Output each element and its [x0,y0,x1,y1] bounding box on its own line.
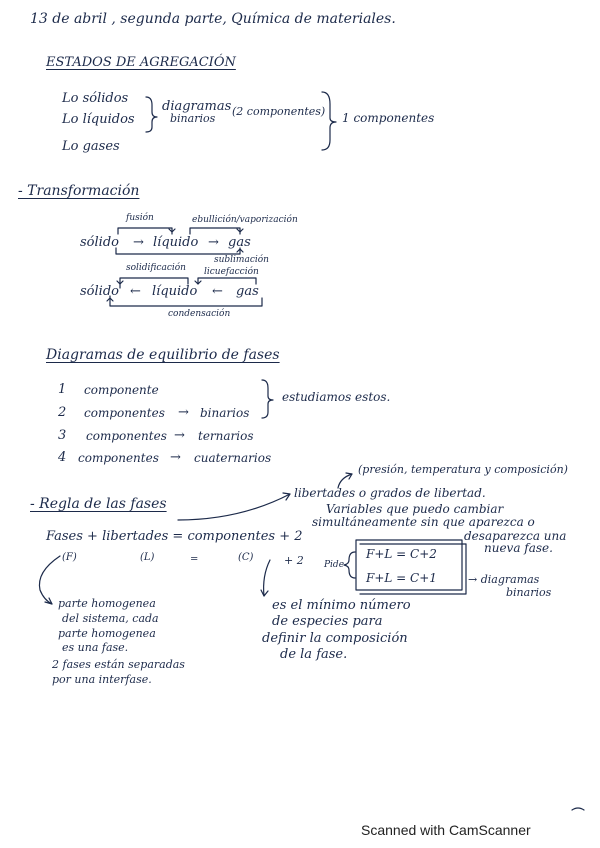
date-line: 13 de abril , segunda parte, Química de materiales. [30,11,396,27]
fase-def-3: parte homogenea [58,627,156,640]
diag-row-1-label: componente [84,383,159,397]
regla-libertades-5: nueva fase. [484,541,553,555]
regla-presion: (presión, temperatura y composición) [358,463,568,476]
regla-libertades-3: simultáneamente sin que aparezca o [312,515,535,529]
diag-row-2-label: componentes [84,406,165,420]
label-condensacion: condensación [168,309,231,319]
comp-def-4: de la fase. [280,647,348,662]
states-binarios: binarios [170,112,216,125]
label-fusion: fusión [126,213,154,223]
diag-row-4-arrow: → [170,450,181,465]
brace-pide [344,552,355,578]
diag-row-1-num: 1 [58,382,67,397]
label-pide: Pide [324,560,345,570]
sym-plus2: + 2 [284,554,304,567]
ebullicion-arc [190,228,240,234]
fase-def-2: del sistema, cada [62,612,159,625]
diag-row-3-label: componentes [86,429,167,443]
states-un-componente: 1 componentes [342,111,435,125]
states-dos-componentes: (2 componentes) [232,105,326,118]
states-liquidos: Lo líquidos [62,112,135,127]
diagramas-title: Diagramas de equilibrio de fases [46,347,280,363]
row1-gas: gas [228,235,251,250]
diag-row-2-num: 2 [58,405,67,420]
brace-states [146,97,157,132]
row2-liquido: líquido [152,284,198,299]
sym-l: (L) [140,552,155,563]
label-sublimacion: sublimación [214,255,269,265]
row1-arrow-2: → [208,235,219,250]
fase-def-4: es una fase. [62,641,129,654]
diag-row-3-result: ternarios [198,429,254,443]
sym-eq: = [190,554,199,565]
sym-c: (C) [238,552,254,563]
comp-def-3: definir la composición [262,631,408,646]
fusion-arc [118,228,172,234]
row2-arrow-1: ← [130,284,141,299]
arrow-to-libertades [178,494,290,520]
transformacion-title: - Transformación [18,183,140,199]
states-diagramas: diagramas [162,99,232,114]
arrow-fase-def [39,556,60,604]
diag-row-3-num: 3 [58,428,67,443]
brace-components [322,92,336,150]
camscanner-watermark: Scanned with CamScanner [361,822,531,838]
row2-gas: gas [236,284,259,299]
row1-liquido: líquido [153,235,199,250]
regla-equation: Fases + libertades = componentes + 2 [46,529,303,544]
diag-row-4-label: componentes [78,451,159,465]
diag-estudiamos: estudiamos estos. [282,390,391,404]
regla-libertades-1: libertades o grados de libertad. [294,486,486,500]
box-eq-1: F+L = C+2 [366,547,437,561]
row1-arrow-1: → [133,235,144,250]
label-ebullicion: ebullición/vaporización [192,215,298,225]
diag-binarios-2: binarios [506,586,552,599]
states-gases: Lo gases [62,139,120,154]
arrow-comp-def [264,560,270,596]
diag-row-3-arrow: → [174,428,185,443]
label-solidificacion: solidificación [126,263,186,273]
states-solidos: Lo sólidos [62,91,129,106]
regla-libertades-4: desaparezca una [464,529,567,543]
diag-binarios-1: → diagramas [468,573,540,586]
comp-def-1: es el mínimo número [272,598,411,613]
diag-row-2-arrow: → [178,405,189,420]
brace-diagramas [262,380,273,418]
row1-solido: sólido [80,235,119,250]
row2-arrow-2: ← [212,284,223,299]
diag-row-4-num: 4 [58,450,67,465]
states-title: ESTADOS DE AGREGACIÓN [46,55,236,70]
row2-solido: sólido [80,284,119,299]
label-licuefaccion: licuefacción [204,267,259,277]
sym-f: (F) [62,552,77,563]
fase-def-6: por una interfase. [52,673,152,686]
box-eq-2: F+L = C+1 [366,571,437,585]
fase-def-1: parte homogenea [58,597,156,610]
regla-title: - Regla de las fases [30,496,167,512]
fase-def-5: 2 fases están separadas [52,658,185,671]
comp-def-2: de especies para [272,614,383,629]
diag-row-4-result: cuaternarios [194,451,272,465]
regla-libertades-2: Variables que puedo cambiar [326,502,504,516]
diag-row-2-result: binarios [200,406,250,420]
